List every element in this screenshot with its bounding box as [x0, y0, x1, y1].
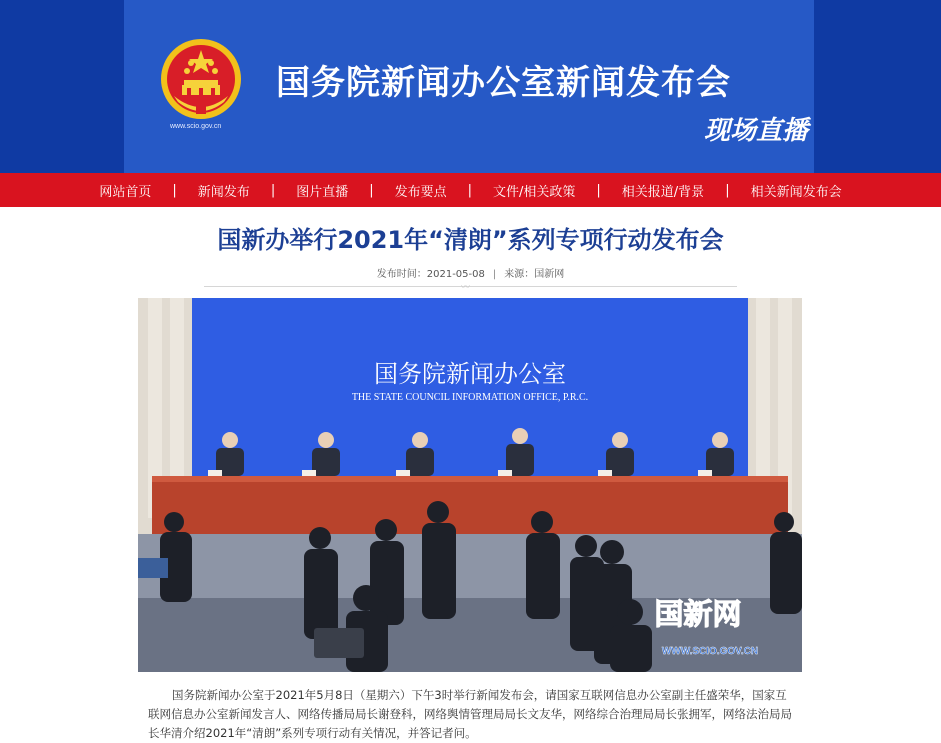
nav-separator: | — [270, 182, 276, 198]
nav-item-key-points[interactable]: 发布要点 — [394, 184, 447, 200]
header-banner — [0, 0, 941, 173]
nav-separator: | — [369, 182, 374, 198]
national-emblem-icon[interactable] — [160, 38, 242, 120]
nav-item-photo-live[interactable]: 图片直播 — [296, 184, 349, 200]
nav-item-reports[interactable]: 相关报道/背景 — [621, 184, 705, 200]
article-title: 国新办举行2021年“清朗”系列专项行动发布会 — [217, 226, 724, 254]
article-source: 来源：国新网 — [504, 269, 565, 280]
nav-separator: | — [596, 182, 601, 198]
publish-time: 发布时间：2021-05-08 — [376, 269, 485, 280]
meta-separator: | — [492, 269, 497, 280]
nav-item-news-release[interactable]: 新闻发布 — [197, 184, 250, 200]
nav-separator: | — [725, 182, 730, 198]
nav-item-related-conferences[interactable]: 相关新闻发布会 — [750, 184, 842, 200]
backdrop-title: 国务院新闻办公室 — [374, 360, 566, 388]
article-body: 国务院新闻办公室于2021年5月8日（星期六）下午3时举行新闻发布会，请国家互联网信息办公室副主任盛荣华，国家互联网信息办公室新闻发言人、网络传播局局长谢登科，网络舆情管理局局长文友华，网络综合治理局局长张拥军，网络法治局局长华清介绍2021年“清朗”系列专项行动有关情况，并答记者问。 — [148, 688, 792, 740]
press-conference-photo[interactable] — [138, 298, 802, 672]
title-divider — [204, 286, 737, 287]
backdrop-subtitle: THE STATE COUNCIL INFORMATION OFFICE, P.R.C. — [351, 392, 589, 403]
watermark-url: WWW.SCIO.GOV.CN — [661, 646, 759, 657]
banner-subtitle: 现场直播 — [704, 116, 809, 146]
nav-item-home[interactable]: 网站首页 — [99, 184, 152, 200]
nav-separator: | — [172, 182, 177, 198]
press-conference-scene — [138, 298, 802, 672]
divider-ornament-icon: 〰 — [461, 283, 471, 293]
site-url: www.scio.gov.cn — [170, 123, 222, 130]
banner-title: 国务院新闻办公室新闻发布会 — [276, 63, 731, 103]
main-nav — [0, 173, 941, 207]
watermark-title: 国新网 — [654, 597, 742, 631]
article-meta — [0, 265, 941, 280]
nav-item-documents[interactable]: 文件/相关政策 — [493, 184, 576, 200]
nav-separator: | — [467, 182, 473, 198]
